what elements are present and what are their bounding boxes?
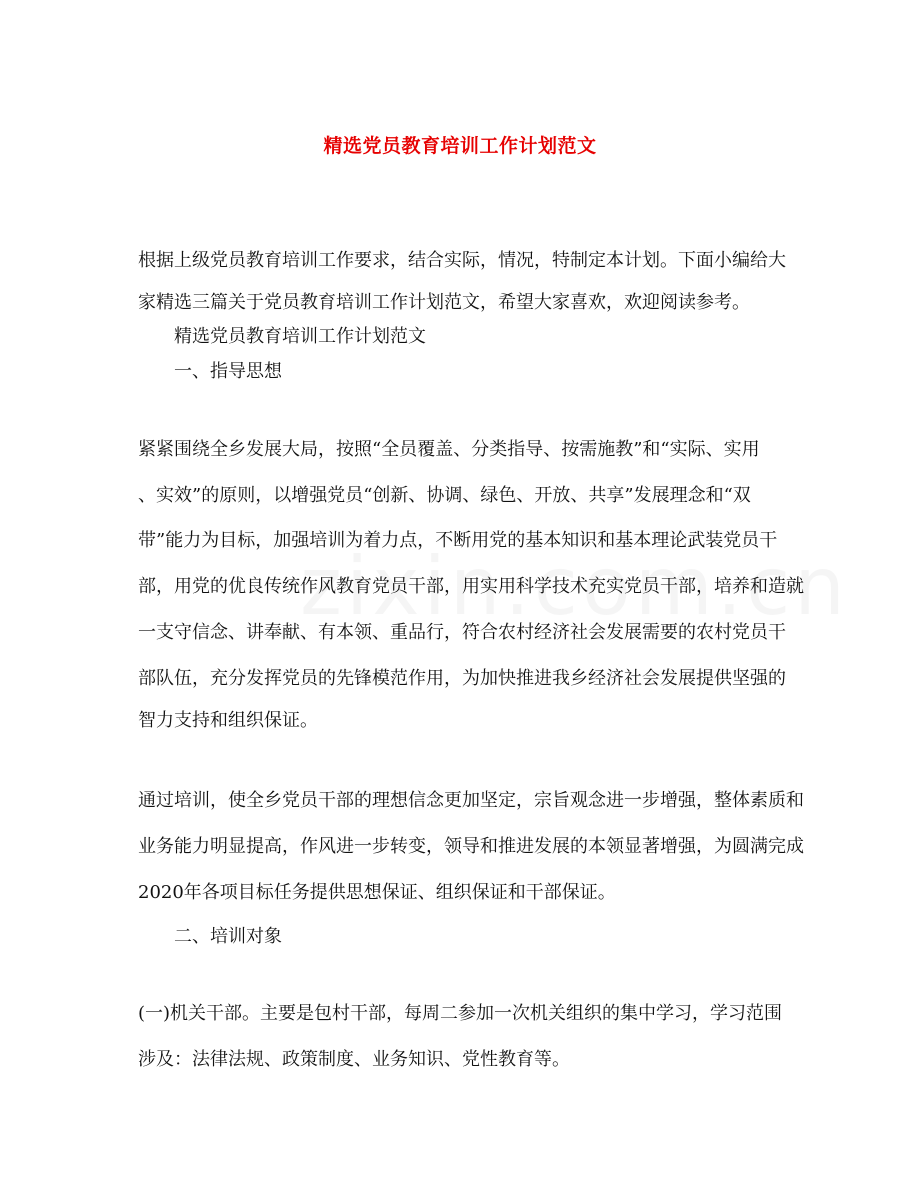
document-title: 精选党员教育培训工作计划范文 bbox=[323, 135, 597, 157]
paragraph-line: 、实效”的原则，以增强党员“创新、协调、绿色、开放、共享”发展理念和“双 bbox=[138, 485, 751, 506]
paragraph-line: 智力支持和组织保证。 bbox=[138, 710, 318, 731]
paragraph-line: 家精选三篇关于党员教育培训工作计划范文，希望大家喜欢，欢迎阅读参考。 bbox=[138, 292, 750, 313]
paragraph-line: 部，用党的优良传统作风教育党员干部，用实用科学技术充实党员干部，培养和造就 bbox=[138, 576, 804, 597]
paragraph-line: 部队伍，充分发挥党员的先锋模范作用，为加快推进我乡经济社会发展提供坚强的 bbox=[138, 668, 786, 689]
subheading: 精选党员教育培训工作计划范文 bbox=[174, 326, 426, 347]
section-heading: 二、培训对象 bbox=[174, 926, 282, 947]
paragraph-line: 一支守信念、讲奉献、有本领、重品行，符合农村经济社会发展需要的农村党员干 bbox=[138, 622, 786, 643]
paragraph-line: 紧紧围绕全乡发展大局，按照“全员覆盖、分类指导、按需施教”和“实际、实用 bbox=[138, 439, 760, 460]
paragraph-line: 根据上级党员教育培训工作要求，结合实际，情况，特制定本计划。下面小编给大 bbox=[138, 250, 786, 271]
paragraph-line: 业务能力明显提高，作风进一步转变，领导和推进发展的本领显著增强，为圆满完成 bbox=[138, 836, 804, 857]
paragraph-line: (一)机关干部。主要是包村干部，每周二参加一次机关组织的集中学习，学习范围 bbox=[138, 1003, 783, 1024]
paragraph-line: 涉及：法律法规、政策制度、业务知识、党性教育等。 bbox=[138, 1049, 570, 1070]
paragraph-line: 通过培训，使全乡党员干部的理想信念更加坚定，宗旨观念进一步增强，整体素质和 bbox=[138, 790, 804, 811]
paragraph-line: 带”能力为目标，加强培训为着力点，不断用党的基本知识和基本理论武装党员干 bbox=[138, 530, 778, 551]
paragraph-line: 2020年各项目标任务提供思想保证、组织保证和干部保证。 bbox=[138, 882, 616, 903]
section-heading: 一、指导思想 bbox=[174, 361, 282, 382]
